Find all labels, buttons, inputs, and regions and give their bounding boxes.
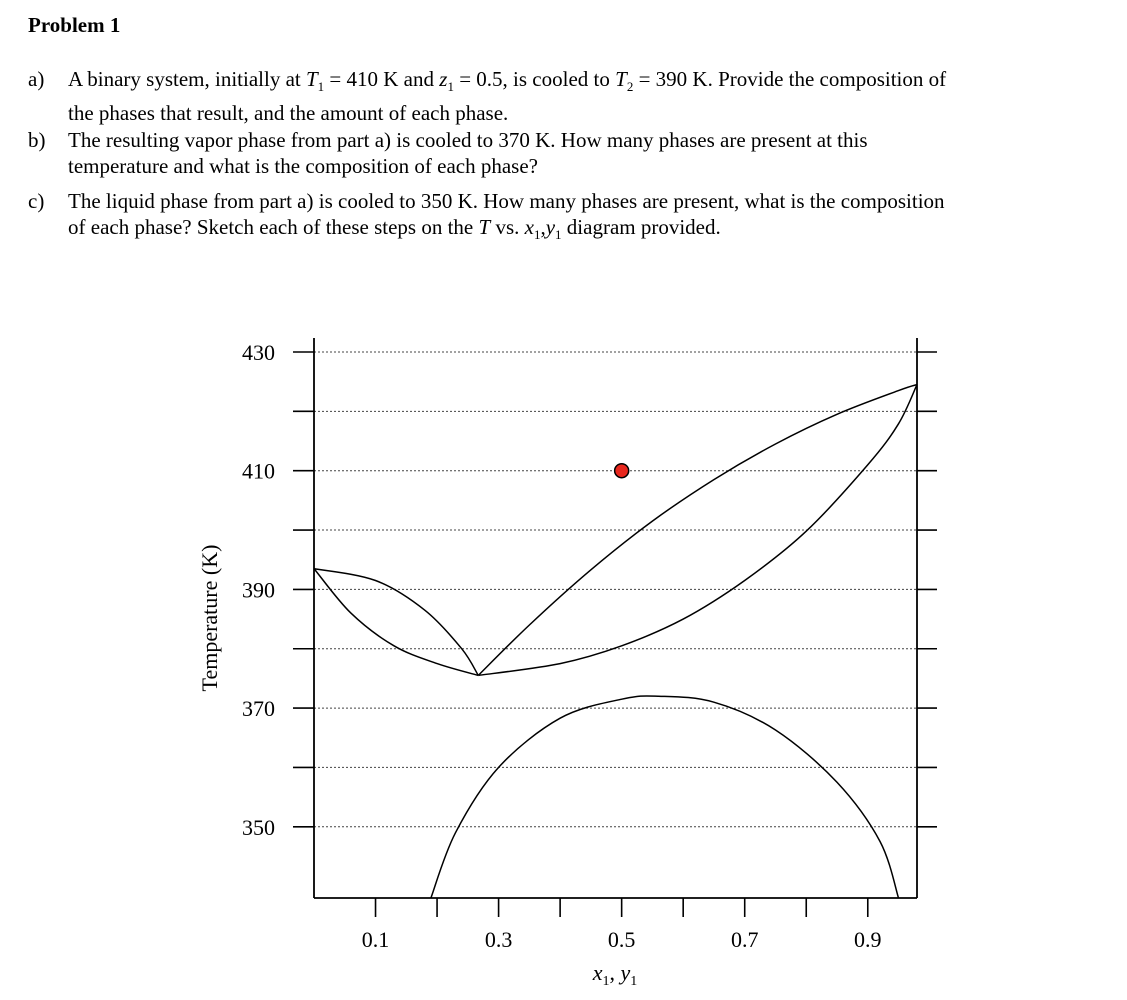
x-tick-label-0.9: 0.9: [854, 927, 882, 952]
part-b-line-2: temperature and what is the composition of each phase?: [68, 154, 538, 178]
part-b-line-1: The resulting vapor phase from part a) is cooled to 370 K. How many phases are present at this: [68, 128, 868, 152]
left-bubble-curve: [314, 569, 478, 676]
y-tick-label-430: 430: [242, 340, 275, 365]
x-tick-label-0.5: 0.5: [607, 927, 636, 952]
problem-title: Problem 1: [28, 13, 121, 37]
x-tick-label-0.1: 0.1: [361, 927, 390, 952]
state-point-marker: [615, 464, 629, 478]
part-c-line-2: of each phase? Sketch each of these steps on the T vs. $x_1,y_1$ diagram provided.: [68, 215, 721, 243]
left-dew-curve: [314, 569, 478, 676]
y-tick-label-370: 370: [242, 696, 275, 722]
x-tick-label-0.3: 0.3: [484, 927, 513, 952]
x-axis-label: $x_1$, $y_1$: [592, 960, 638, 989]
y-tick-label-390: 390: [242, 577, 275, 603]
part-a-line-2: the phases that result, and the amount of each phase.: [68, 101, 509, 126]
x-tick-label-0.7: 0.7: [730, 927, 759, 952]
y-tick-label-350: 350: [242, 814, 275, 840]
part-label-a: a): [28, 67, 45, 91]
liquid-liquid-dome: [431, 696, 899, 898]
part-c-line-1: The liquid phase from part a) is cooled to 350 K. How many phases are present, what is the composition: [68, 189, 945, 213]
y-axis-label: Temperature (K): [197, 544, 222, 692]
part-label-b: b): [28, 128, 46, 152]
y-tick-label-410: 410: [242, 458, 275, 484]
part-a-line-1: A binary system, initially at $T_1 = 410$ K and $z_1 = 0.5$, is cooled to $T_2 = 390$ K. Provide the composition of: [68, 67, 947, 95]
part-label-c: c): [28, 189, 45, 213]
